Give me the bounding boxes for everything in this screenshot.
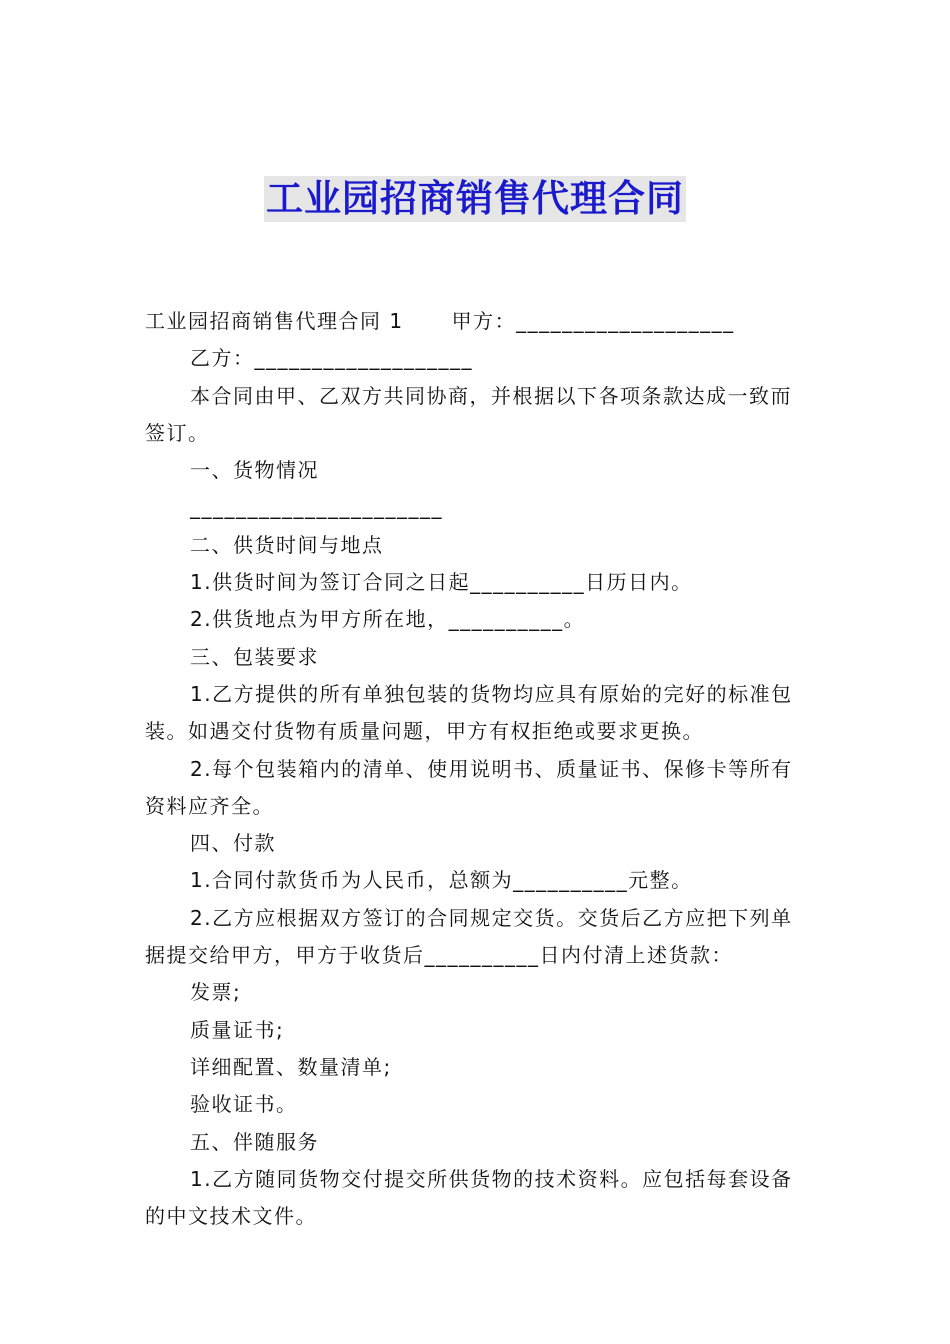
document-list-item-quality-cert: 质量证书; bbox=[190, 1017, 285, 1042]
document-list-item-config-list: 详细配置、数量清单; bbox=[190, 1054, 392, 1079]
section-3-item-1: 1.乙方提供的所有单独包装的货物均应具有原始的完好的标准包装。如遇交付货物有质量问题，甲方有权拒绝或要求更换。 bbox=[145, 681, 793, 744]
section-5-item-1: 1.乙方随同货物交付提交所供货物的技术资料。应包括每套设备的中文技术文件。 bbox=[145, 1166, 793, 1229]
section-1-blank: ______________________ bbox=[190, 495, 443, 520]
section-2-heading: 二、供货时间与地点 bbox=[190, 532, 384, 557]
section-4-heading: 四、付款 bbox=[190, 831, 276, 856]
section-1-heading: 一、货物情况 bbox=[190, 458, 319, 483]
section-4-item-2: 2.乙方应根据双方签订的合同规定交货。交货后乙方应把下列单据提交给甲方，甲方于收货后__________日内付清上述货款： bbox=[145, 905, 793, 968]
section-3-heading: 三、包装要求 bbox=[190, 644, 319, 669]
section-2-item-2: 2.供货地点为甲方所在地，__________。 bbox=[190, 607, 586, 632]
party-a-field: 甲方：___________________ bbox=[451, 309, 735, 333]
section-4-item-1: 1.合同付款货币为人民币，总额为__________元整。 bbox=[190, 868, 693, 893]
title-container bbox=[0, 176, 950, 222]
section-3-item-2: 2.每个包装箱内的清单、使用说明书、质量证书、保修卡等所有资料应齐全。 bbox=[145, 756, 793, 818]
section-5-heading: 五、伴随服务 bbox=[190, 1129, 319, 1154]
section-2-item-1: 1.供货时间为签订合同之日起__________日历日内。 bbox=[190, 570, 693, 595]
intro-line bbox=[145, 303, 810, 340]
preamble-paragraph: 本合同由甲、乙双方共同协商，并根据以下各项条款达成一致而签订。 bbox=[145, 383, 792, 445]
document-list-item-invoice: 发票; bbox=[190, 980, 242, 1005]
document-list-item-acceptance-cert: 验收证书。 bbox=[190, 1092, 298, 1117]
intro-text: 工业园招商销售代理合同 1 bbox=[145, 309, 404, 333]
party-b-field: 乙方：___________________ bbox=[190, 346, 473, 371]
document-body bbox=[145, 303, 810, 1235]
document-title: 工业园招商销售代理合同 bbox=[266, 177, 684, 220]
